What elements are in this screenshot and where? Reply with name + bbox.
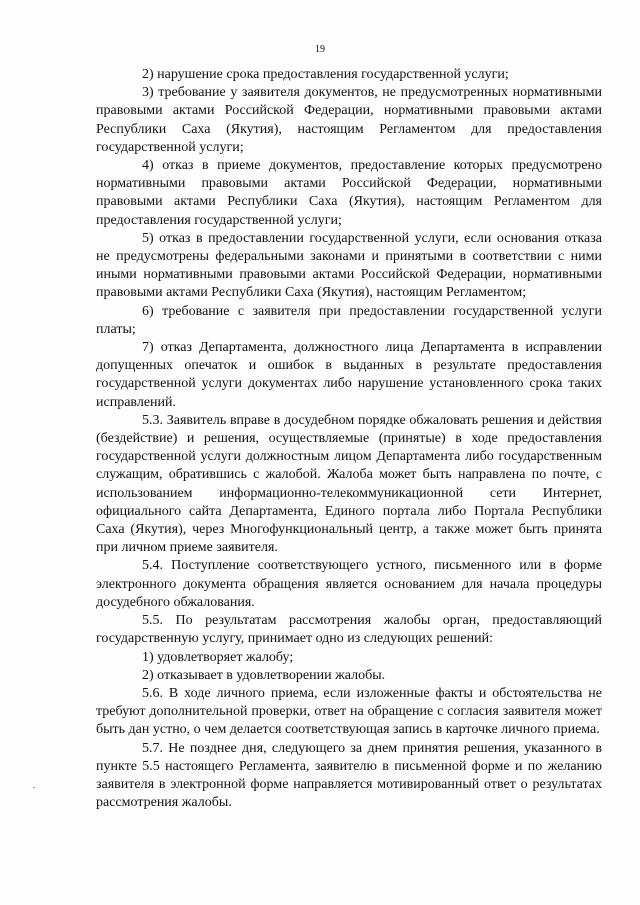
list-item-fee-requirement: 6) требование с заявителя при предоставлении государственной услуги платы; xyxy=(96,303,602,337)
document-body xyxy=(96,66,602,812)
scan-artifact xyxy=(33,787,35,788)
clause-5-7: 5.7. Не позднее дня, следующего за днем принятия решения, указанного в пункте 5.5 настоящего Регламента, заявителю в письменной форме и по желанию заявителя в электронной форме направляется мотивированный ответ о результатах рассмотрения жалобы. xyxy=(96,740,602,811)
decision-item-refuse: 2) отказывает в удовлетворении жалобы. xyxy=(142,667,386,683)
decision-item-satisfy: 1) удовлетворяет жалобу; xyxy=(142,649,294,665)
clause-5-3: 5.3. Заявитель вправе в досудебном порядке обжаловать решения и действия (бездействие) и решения, осуществляемые (принятые) в ходе предоставления государственной услуги должностным лицом Департамента либо государственным служащим, обратившись с жалобой. Жалоба может быть направлена по почте, с использованием информационно-телекоммуникационной сети Интернет, официального сайта Департамента, Единого портала либо Портала Республики Саха (Якутия), через Многофункциональный центр, а также может быть принята при личном приеме заявителя. xyxy=(96,412,602,556)
list-item-refusal-to-provide: 5) отказ в предоставлении государственной услуги, если основания отказа не предусмотрены федеральными законами и принятыми в соответствии с ними иными нормативными правовыми актами Российской Федерации, нормативными правовыми актами Республики Саха (Якутия), настоящим Регламентом; xyxy=(96,230,602,301)
list-item-document-requirement: 3) требование у заявителя документов, не предусмотренных нормативными правовыми актами Российской Федерации, нормативными правовыми актами Республики Саха (Якутия), настоящим Регламентом для предоставления государственной услуги; xyxy=(96,85,602,155)
list-item-violation-of-deadline: 2) нарушение срока предоставления государственной услуги; xyxy=(142,67,509,82)
list-item-refusal-to-correct: 7) отказ Департамента, должностного лица Департамента в исправлении допущенных опечаток и ошибок в выданных в результате предоставления государственной услуги документах либо нарушение установленного срока таких исправлений. xyxy=(96,340,602,410)
clause-5-5: 5.5. По результатам рассмотрения жалобы орган, предоставляющий государственную услугу, принимает одно из следующих решений: xyxy=(96,613,602,647)
page-number: 19 xyxy=(315,44,325,55)
clause-5-4: 5.4. Поступление соответствующего устного, письменного или в форме электронного документа обращения является основанием для начала процедуры досудебного обжалования. xyxy=(96,558,602,610)
list-item-refusal-to-accept: 4) отказ в приеме документов, предоставление которых предусмотрено нормативными правовыми актами Российской Федерации, нормативными правовыми актами Республики Саха (Якутия), настоящим Регламентом для предоставления государственной услуги; xyxy=(96,158,602,228)
clause-5-6: 5.6. В ходе личного приема, если изложенные факты и обстоятельства не требуют дополнительной проверки, ответ на обращение с согласия заявителя может быть дан устно, о чем делается соответствующая запись в карточке личного приема. xyxy=(96,685,602,738)
